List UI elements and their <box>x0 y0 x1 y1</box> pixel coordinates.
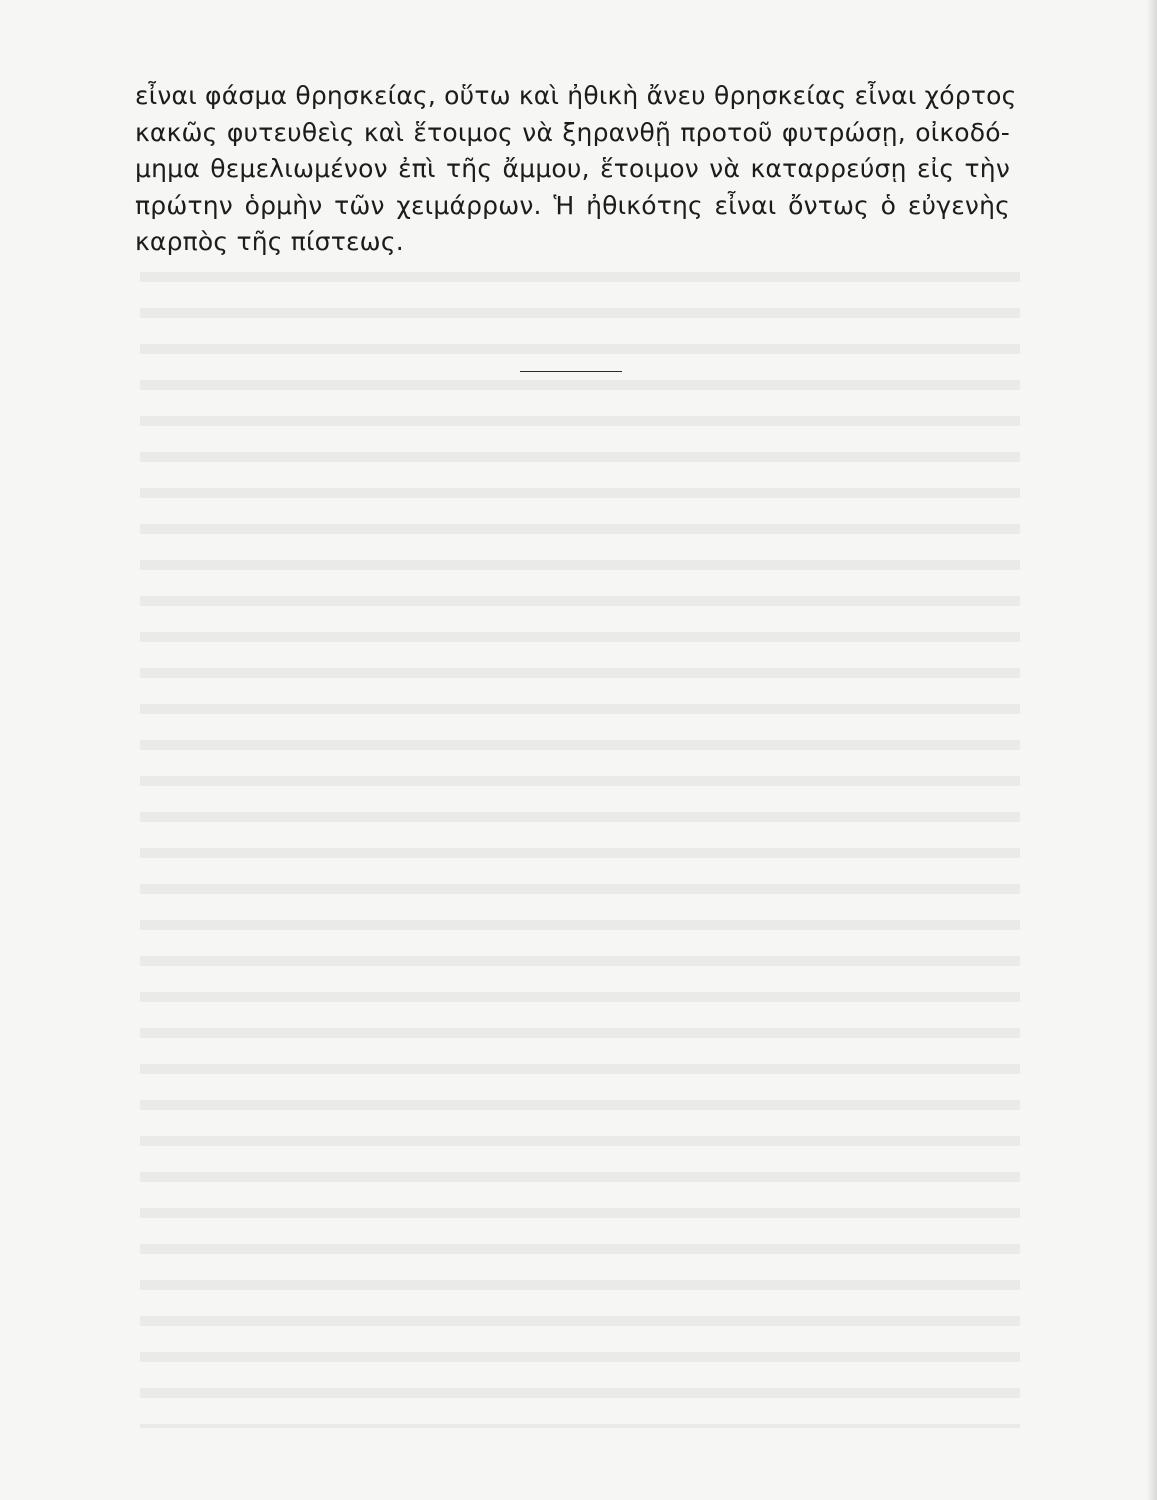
text-line-1: εἶναι φάσμα θρησκείας, οὕτω καὶ ἠθικὴ ἄνευ θρησκείας εἶναι χόρτος <box>135 81 1017 110</box>
text-line-4: πρώτην ὁρμὴν τῶν χειμάρρων. Ἡ ἠθικότης εἶναι ὄντως ὁ εὐγενὴς <box>135 190 1010 220</box>
text-line-3: μημα θεμελιωμένον ἐπὶ τῆς ἄμμου, ἕτοιμον νὰ καταρρεύσῃ εἰς τὴν <box>135 154 1010 183</box>
section-divider <box>520 371 622 372</box>
bleed-through-texture <box>140 258 1020 1428</box>
paragraph <box>135 78 1017 261</box>
text-line-2: κακῶς φυτευθεὶς καὶ ἕτοιμος νὰ ξηρανθῇ προτοῦ φυτρώσῃ, οἰκοδό- <box>135 117 1010 147</box>
text-line-5: καρπὸς τῆς πίστεως. <box>135 227 404 256</box>
page-edge-shadow <box>1147 0 1157 1500</box>
